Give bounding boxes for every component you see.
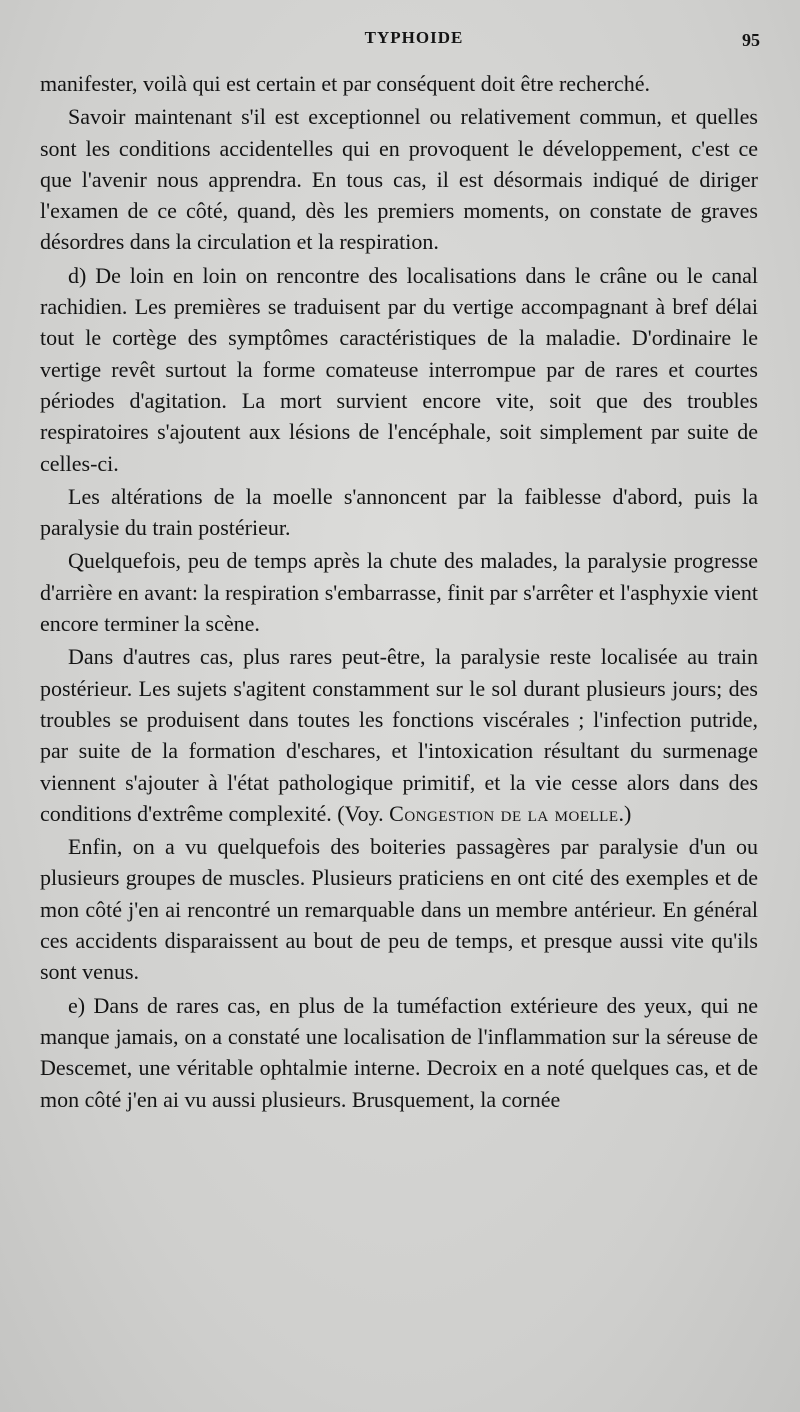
running-title: TYPHOIDE xyxy=(364,28,464,47)
paragraph-4: Les altérations de la moelle s'annoncent par la faiblesse d'abord, puis la paralysie du train postérieur. xyxy=(40,483,758,541)
paragraph-2: Savoir maintenant s'il est exceptionnel ou relativement commun, et quelles sont les conditions accidentelles qui en provoquent le développement, c'est ce que l'avenir nous apprendra. En tous cas, il est désormais indiqué de diriger l'examen de ce côté, quand, dès les premiers moments, on constate de graves désordres dans la circulation et la respiration. xyxy=(40,104,758,255)
page-header xyxy=(40,28,758,62)
paragraph-6 xyxy=(40,641,758,829)
paragraph-1: manifester, voilà qui est certain et par conséquent doit être recherché. xyxy=(40,71,650,96)
cross-reference-suffix: .) xyxy=(618,800,632,826)
paragraph-5: Quelquefois, peu de temps après la chute des malades, la paralysie progresse d'arrière en avant: la respiration s'embarrasse, finit par s'arrêter et l'asphyxie vient encore terminer la scène. xyxy=(40,548,758,637)
body-text xyxy=(40,68,758,1115)
cross-reference-label: Congestion de la moelle xyxy=(389,800,619,826)
paragraph-3: d) De loin en loin on rencontre des localisations dans le crâne ou le canal rachidien. Les premières se traduisent par du vertige accompagnant à bref délai tout le cortège des symptômes caractéristiques de la maladie. D'ordinaire le vertige revêt surtout la forme comateuse interrompue par de rares et courtes périodes d'agitation. La mort survient encore vite, soit que des troubles respiratoires s'ajoutent aux lésions de l'encéphale, soit simplement par suite de celles-ci. xyxy=(40,262,758,476)
paragraph-6-text: Dans d'autres cas, plus rares peut-être, la paralysie reste localisée au train postérieur. Les sujets s'agitent constamment sur le sol durant plusieurs jours; des troubles se produisent dans toutes les fonctions viscérales ; l'infection putride, par suite de la formation d'eschares, et l'intoxication résultant du surmenage viennent s'ajouter à l'état pathologique primitif, et la vie cesse alors dans des conditions d'extrême complexité. xyxy=(40,644,758,826)
cross-reference-prefix: (Voy. xyxy=(337,800,390,826)
paragraph-8: e) Dans de rares cas, en plus de la tuméfaction extérieure des yeux, qui ne manque jamais, on a constaté une localisation de l'inflammation sur la séreuse de Descemet, une véritable ophtalmie interne. Decroix en a noté quelques cas, et de mon côté j'en ai vu aussi plusieurs. Brusquement, la cornée xyxy=(40,992,758,1112)
paragraph-7: Enfin, on a vu quelquefois des boiteries passagères par paralysie d'un ou plusieurs groupes de muscles. Plusieurs praticiens en ont cité des exemples et de mon côté j'en ai rencontré un remarquable dans un membre antérieur. En général ces accidents disparaissent au bout de peu de temps, et presque aussi vite qu'ils sont venus. xyxy=(40,834,758,985)
page-number: 95 xyxy=(742,30,760,50)
